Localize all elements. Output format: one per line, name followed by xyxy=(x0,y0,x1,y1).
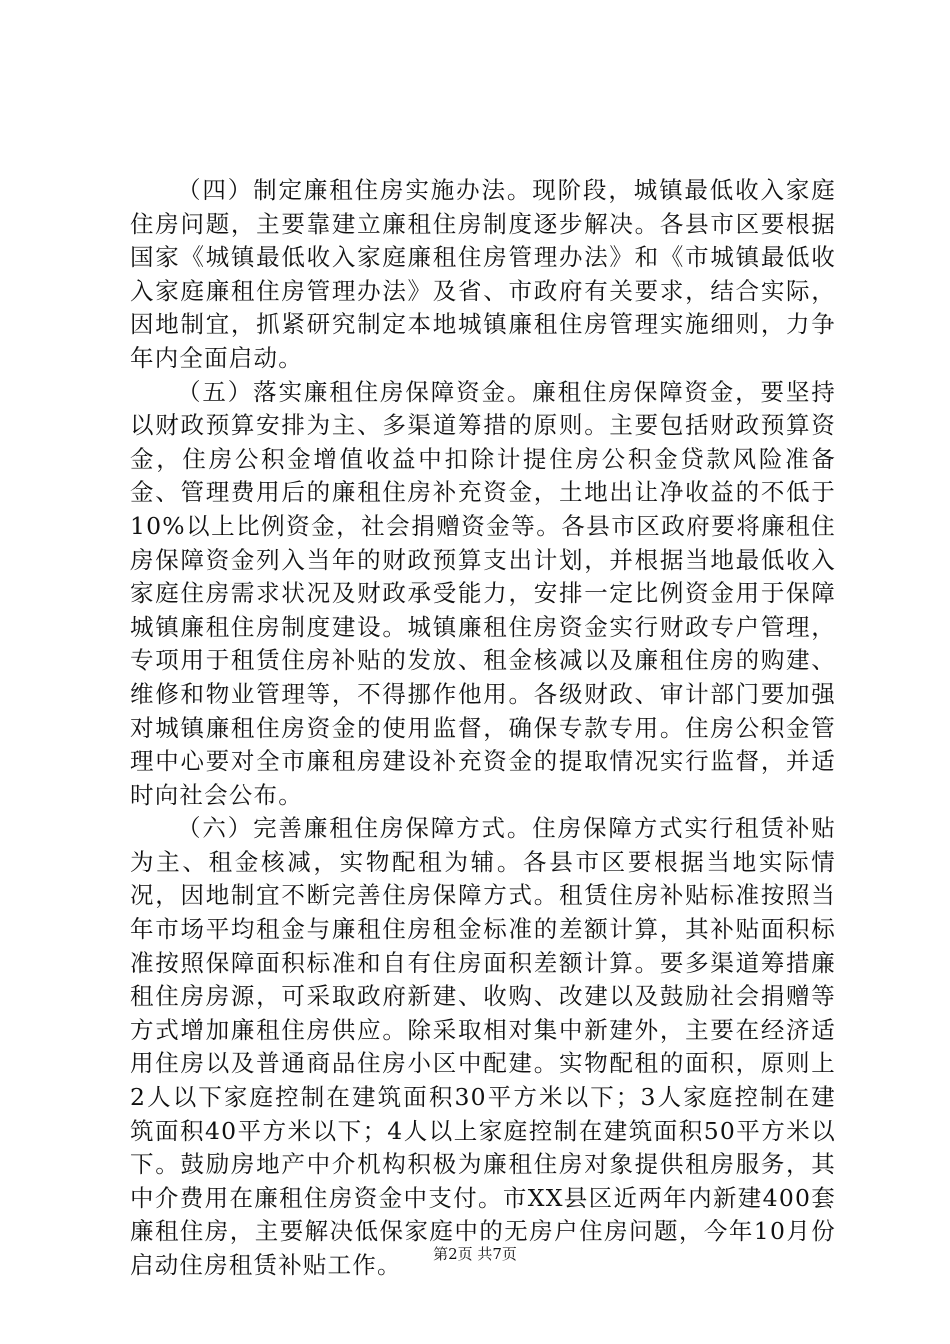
page-footer xyxy=(0,1244,950,1264)
page-number-label: 第2页 共7页 xyxy=(433,1245,517,1263)
paragraph-four: （四）制定廉租住房实施办法。现阶段，城镇最低收入家庭住房问题，主要靠建立廉租住房制度逐步解决。各县市区要根据国家《城镇最低收入家庭廉租住房管理办法》和《市城镇最低收入家庭廉租住房管理办法》及省、市政府有关要求，结合实际，因地制宜，抓紧研究制定本地城镇廉租住房管理实施细则，力争年内全面启动。 xyxy=(130,176,836,372)
paragraph-six: （六）完善廉租住房保障方式。住房保障方式实行租赁补贴为主、租金核减，实物配租为辅。各县市区要根据当地实际情况，因地制宜不断完善住房保障方式。租赁住房补贴标准按照当年市场平均租金与廉租住房租金标准的差额计算，其补贴面积标准按照保障面积标准和自有住房面积差额计算。要多渠道筹措廉租住房房源，可采取政府新建、收购、改建以及鼓励社会捐赠等方式增加廉租住房供应。除采取相对集中新建外，主要在经济适用住房以及普通商品住房小区中配建。实物配租的面积，原则上2人以下家庭控制在建筑面积30平方米以下；3人家庭控制在建筑面积40平方米以下；4人以上家庭控制在建筑面积50平方米以下。鼓励房地产中介机构积极为廉租住房对象提供租房服务，其中介费用在廉租住房资金中支付。市XX县区近两年内新建400套廉租住房，主要解决低保家庭中的无房户住房问题，今年10月份启动住房租赁补贴工作。 xyxy=(130,814,836,1279)
document-body xyxy=(130,174,836,1283)
paragraph-five: （五）落实廉租住房保障资金。廉租住房保障资金，要坚持以财政预算安排为主、多渠道筹措的原则。主要包括财政预算资金，住房公积金增值收益中扣除计提住房公积金贷款风险准备金、管理费用后的廉租住房补充资金，土地出让净收益的不低于10%以上比例资金，社会捐赠资金等。各县市区政府要将廉租住房保障资金列入当年的财政预算支出计划，并根据当地最低收入家庭住房需求状况及财政承受能力，安排一定比例资金用于保障城镇廉租住房制度建设。城镇廉租住房资金实行财政专户管理，专项用于租赁住房补贴的发放、租金核减以及廉租住房的购建、维修和物业管理等，不得挪作他用。各级财政、审计部门要加强对城镇廉租住房资金的使用监督，确保专款专用。住房公积金管理中心要对全市廉租房建设补充资金的提取情况实行监督，并适时向社会公布。 xyxy=(130,377,836,809)
